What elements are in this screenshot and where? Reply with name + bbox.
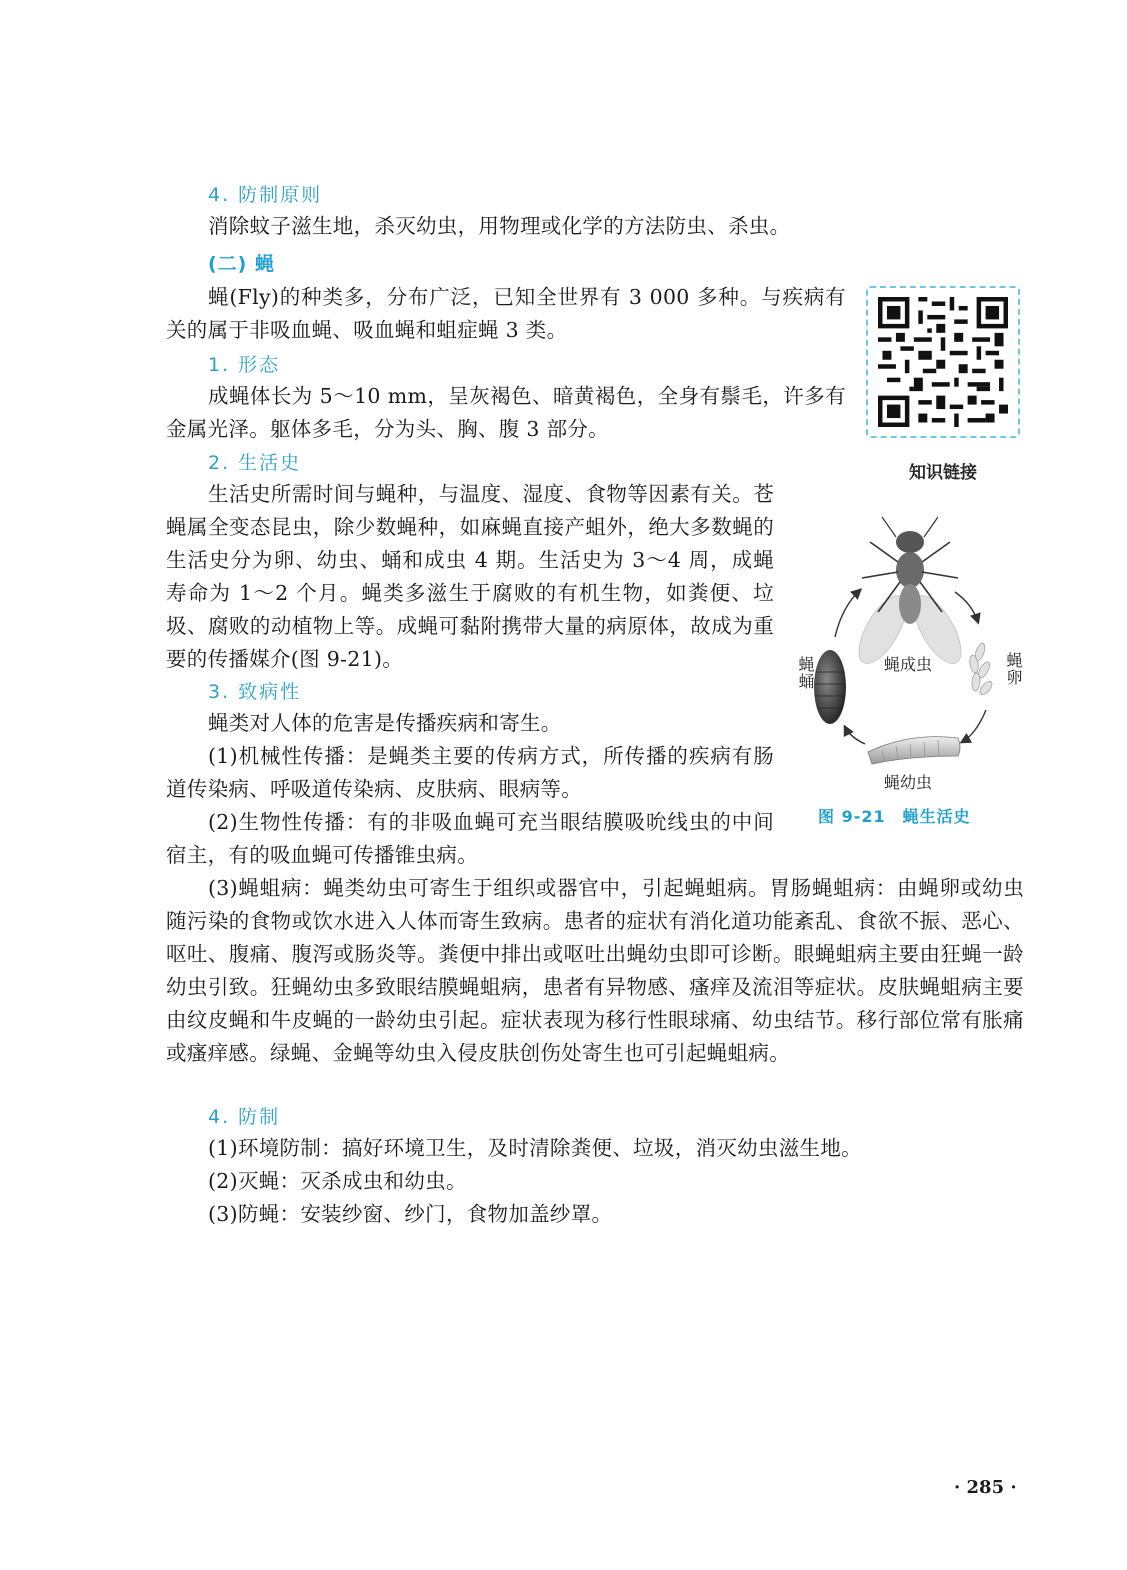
adult-fly-illustration — [850, 517, 971, 671]
paragraph-morphology: 成蝇体长为 5～10 mm，呈灰褐色、暗黄褐色，全身有鬃毛，许多有金属光泽。躯体多毛，分为头、胸、腹 3 部分。 — [166, 384, 846, 441]
section-heading-lifecycle: 2. 生活史 — [208, 452, 302, 474]
paragraph-mosquito-control: 消除蚊子滋生地，杀灭幼虫，用物理或化学的方法防虫、杀虫。 — [208, 214, 791, 238]
label-fly-pupa: 蝇蛹 — [796, 656, 815, 690]
arrow-larva-to-pupa — [845, 727, 865, 744]
section-heading-fly-control: 4. 防制 — [208, 1106, 281, 1128]
paragraph-lifecycle: 生活史所需时间与蝇种，与温度、湿度、食物等因素有关。苍蝇属全变态昆虫，除少数蝇种，如麻蝇直接产蛆外，绝大多数蝇的生活史分为卵、幼虫、蛹和成虫 4 期。生活史为 3～4 周，成蝇寿命为 1～2 个月。蝇类多滋生于腐败的有机生物，如粪便、垃圾、腐败的动植物上等。成蝇可黏附携带大量的病原体，故成为重要的传播媒介(图 9-21)。 — [166, 482, 774, 671]
paragraph-mechanical-transmission: (1)机械性传播：是蝇类主要的传病方式，所传播的疾病有肠道传染病、呼吸道传染病、皮肤病、眼病等。 — [166, 744, 774, 801]
qr-code-icon — [878, 297, 1008, 427]
section-heading-mosquito-control: 4. 防制原则 — [208, 184, 323, 206]
paragraph-fly-intro: 蝇(Fly)的种类多，分布广泛，已知全世界有 3 000 多种。与疾病有关的属于非吸血蝇、吸血蝇和蛆症蝇 3 类。 — [166, 285, 846, 342]
paragraph-biological-transmission: (2)生物性传播：有的非吸血蝇可充当眼结膜吸吮线虫的中间宿主，有的吸血蝇可传播锥虫病。 — [166, 810, 774, 867]
label-adult-fly: 蝇成虫 — [884, 655, 933, 674]
section-heading-morphology: 1. 形态 — [208, 354, 281, 376]
qr-label: 知识链接 — [909, 463, 977, 483]
page-number: · 285 · — [954, 1477, 1017, 1498]
paragraph-control-prevent: (3)防蝇：安装纱窗、纱门，食物加盖纱罩。 — [208, 1202, 613, 1226]
qr-code-frame[interactable] — [866, 286, 1020, 438]
fly-larva-illustration — [868, 737, 960, 764]
paragraph-control-kill: (2)灭蝇：灭杀成虫和幼虫。 — [208, 1169, 467, 1193]
paragraph-control-environment: (1)环境防制：搞好环境卫生，及时清除粪便、垃圾，消灭幼虫滋生地。 — [208, 1136, 862, 1160]
fly-pupa-illustration — [814, 650, 846, 724]
section-heading-pathogenicity: 3. 致病性 — [208, 681, 302, 703]
section-heading-fly: (二) 蝇 — [208, 253, 275, 275]
arrow-egg-to-larva — [962, 710, 986, 742]
fly-egg-illustration — [968, 642, 994, 697]
arrow-pupa-to-adult — [835, 590, 860, 637]
arrow-adult-to-egg — [955, 592, 978, 622]
figure-caption: 图 9-21 蝇生活史 — [818, 807, 971, 826]
paragraph-myiasis: (3)蝇蛆病：蝇类幼虫可寄生于组织或器官中，引起蝇蛆病。胃肠蝇蛆病：由蝇卵或幼虫随污染的食物或饮水进入人体而寄生致病。患者的症状有消化道功能紊乱、食欲不振、恶心、呕吐、腹痛、腹泻或肠炎等。粪便中排出或呕吐出蝇幼虫即可诊断。眼蝇蛆病主要由狂蝇一龄幼虫引致。狂蝇幼虫多致眼结膜蝇蛆病，患者有异物感、瘙痒及流泪等症状。皮肤蝇蛆病主要由纹皮蝇和牛皮蝇的一龄幼虫引起。症状表现为移行性眼球痛、幼虫结节。移行部位常有胀痛或瘙痒感。绿蝇、金蝇等幼虫入侵皮肤创伤处寄生也可引起蝇蛆病。 — [166, 876, 1024, 1065]
paragraph-pathogenicity-intro: 蝇类对人体的危害是传播疾病和寄生。 — [208, 711, 562, 735]
label-fly-larva: 蝇幼虫 — [884, 773, 933, 792]
label-fly-egg: 蝇卵 — [1004, 652, 1023, 686]
